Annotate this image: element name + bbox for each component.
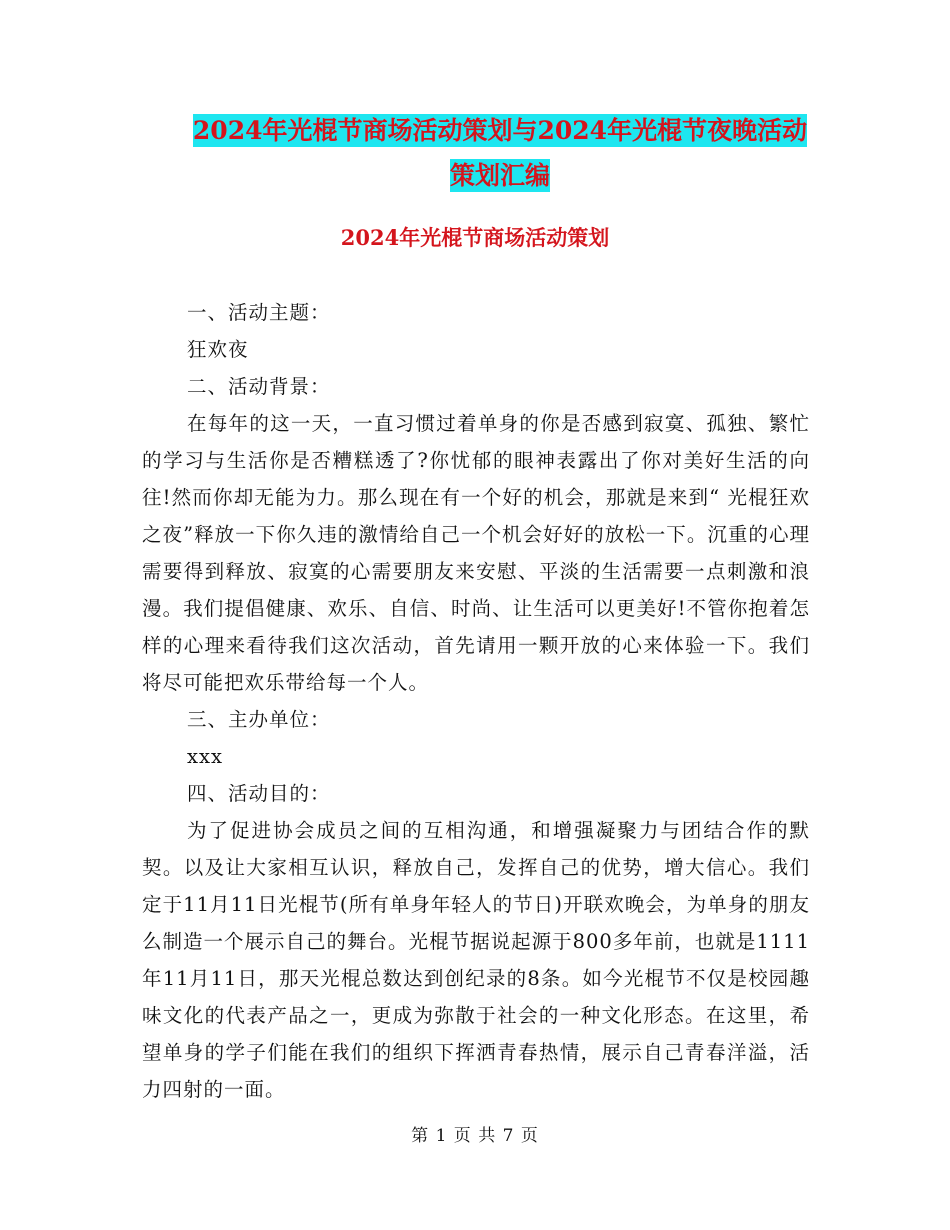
- title-line-2: 策划汇编: [449, 161, 550, 190]
- document-body: [142, 294, 810, 1108]
- heading-organizer: 三、主办单位：: [187, 708, 331, 731]
- organizer-value: xxx: [187, 745, 223, 768]
- background-paragraph: 在每年的这一天，一直习惯过着单身的你是否感到寂寞、孤独、繁忙的学习与生活你是否糟糕透了?你忧郁的眼神表露出了你对美好生活的向往!然而你却无能为力。那么现在有一个好的机会，那就是来到“ 光棍狂欢之夜”释放一下你久违的激情给自己一个机会好好的放松一下。沉重的心理需要得到释放、寂寞的心需要朋友来安慰、平淡的生活需要一点刺激和浪漫。我们提倡健康、欢乐、自信、时尚、让生活可以更美好!不管你抱着怎样的心理来看待我们这次活动，首先请用一颗开放的心来体验一下。我们将尽可能把欢乐带给每一个人。: [142, 412, 810, 694]
- purpose-paragraph: 为了促进协会成员之间的互相沟通，和增强凝聚力与团结合作的默契。以及让大家相互认识，释放自己，发挥自己的优势，增大信心。我们定于11月11日光棍节(所有单身年轻人的节日)开联欢晚会，为单身的朋友么制造一个展示自己的舞台。光棍节据说起源于800多年前，也就是1111年11月11日，那天光棍总数达到创纪录的8条。如今光棍节不仅是校园趣味文化的代表产品之一，更成为弥散于社会的一种文化形态。在这里，希望单身的学子们能在我们的组织下挥洒青春热情，展示自己青春洋溢，活力四射的一面。: [142, 819, 810, 1101]
- document-title: [140, 108, 860, 198]
- heading-theme: 一、活动主题：: [187, 301, 331, 324]
- page-footer: 第 1 页 共 7 页: [411, 1126, 539, 1146]
- theme-value: 狂欢夜: [187, 338, 249, 361]
- title-line-1: 2024年光棍节商场活动策划与2024年光棍节夜晚活动: [192, 116, 808, 145]
- heading-background: 二、活动背景：: [187, 375, 331, 398]
- section-title: 2024年光棍节商场活动策划: [340, 225, 610, 250]
- heading-purpose: 四、活动目的：: [187, 782, 331, 805]
